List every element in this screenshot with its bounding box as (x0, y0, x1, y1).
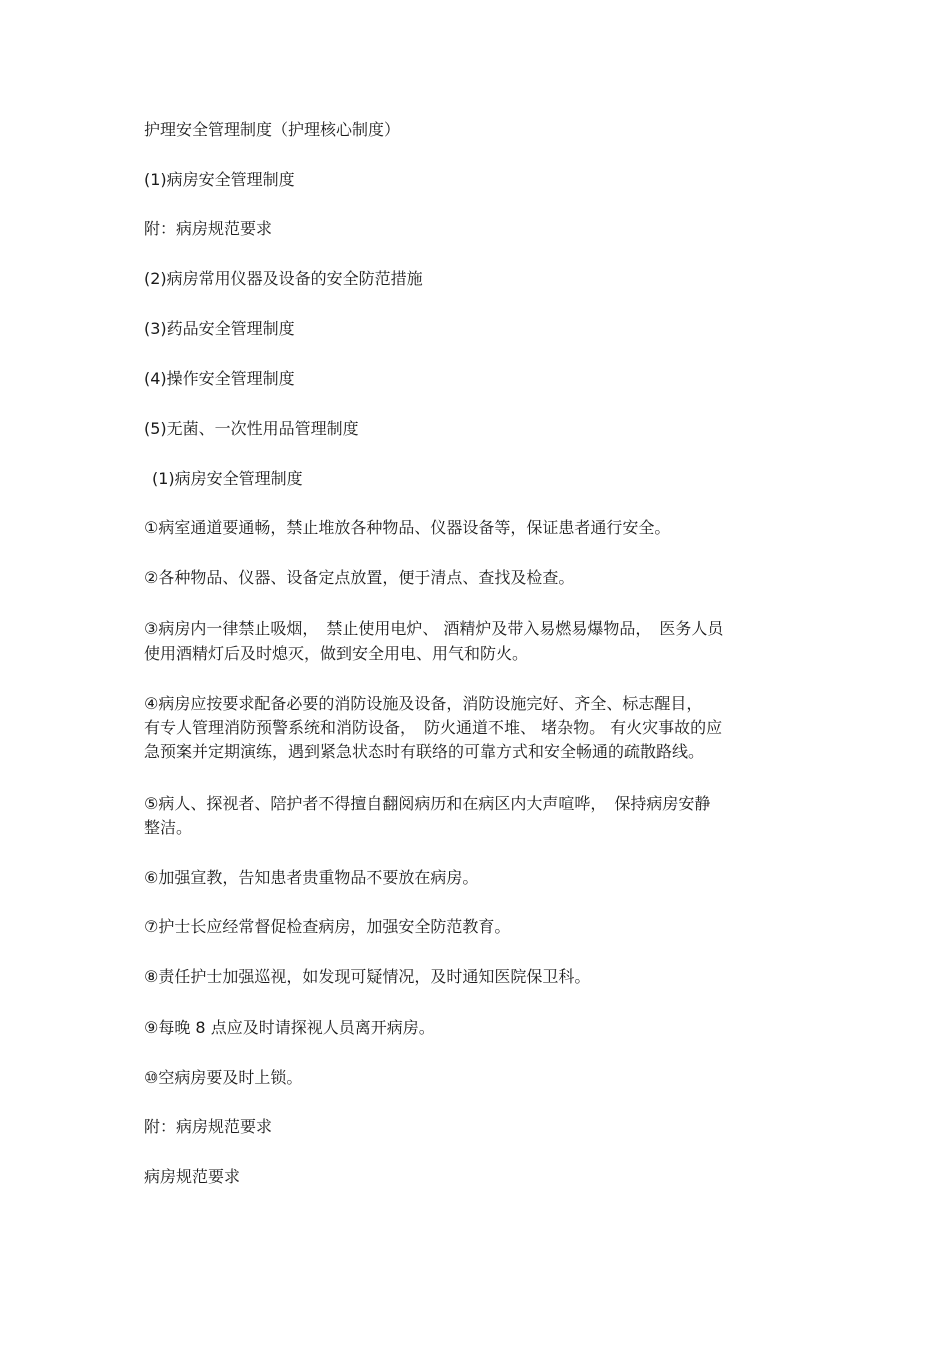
document-title: 护理安全管理制度（护理核心制度） (144, 120, 401, 139)
rule-item-10: ⑩空病房要及时上锁。 (144, 1068, 303, 1087)
rule-item-7: ⑦护士长应经常督促检查病房，加强安全防范教育。 (144, 917, 511, 936)
toc-item-1: (1)病房安全管理制度 (144, 170, 295, 189)
rule-item-5-line-1: ⑤病人、探视者、陪护者不得擅自翻阅病历和在病区内大声喧哗， 保持病房安静 (144, 794, 711, 813)
rule-item-4-line-3: 急预案并定期演练，遇到紧急状态时有联络的可靠方式和安全畅通的疏散路线。 (144, 742, 705, 761)
toc-item-appendix: 附：病房规范要求 (144, 219, 273, 238)
rule-item-9: ⑨每晚 8 点应及时请探视人员离开病房。 (144, 1018, 435, 1037)
rule-item-2: ②各种物品、仪器、设备定点放置，便于清点、查找及检查。 (144, 568, 575, 587)
toc-item-4: (4)操作安全管理制度 (144, 369, 295, 388)
toc-item-5: (5)无菌、一次性用品管理制度 (144, 419, 359, 438)
rule-item-8: ⑧责任护士加强巡视，如发现可疑情况，及时通知医院保卫科。 (144, 967, 591, 986)
rule-item-3-line-1: ③病房内一律禁止吸烟， 禁止使用电炉、 酒精炉及带入易燃易爆物品， 医务人员 (144, 619, 724, 638)
rule-item-4-line-2: 有专人管理消防预警系统和消防设备， 防火通道不堆、 堵杂物。 有火灾事故的应 (144, 718, 723, 737)
toc-item-2: (2)病房常用仪器及设备的安全防范措施 (144, 269, 423, 288)
appendix-title: 病房规范要求 (144, 1167, 241, 1186)
toc-item-3: (3)药品安全管理制度 (144, 319, 295, 338)
rule-item-1: ①病室通道要通畅，禁止堆放各种物品、仪器设备等，保证患者通行安全。 (144, 518, 671, 537)
rule-item-3-line-2: 使用酒精灯后及时熄灭，做到安全用电、用气和防火。 (144, 644, 529, 663)
rule-item-4-line-1: ④病房应按要求配备必要的消防设施及设备，消防设施完好、齐全、标志醒目， (144, 694, 703, 713)
rule-item-6: ⑥加强宣教，告知患者贵重物品不要放在病房。 (144, 868, 479, 887)
appendix-heading: 附：病房规范要求 (144, 1117, 273, 1136)
section-heading: (1)病房安全管理制度 (152, 469, 303, 488)
rule-item-5-line-2: 整洁。 (144, 818, 193, 837)
